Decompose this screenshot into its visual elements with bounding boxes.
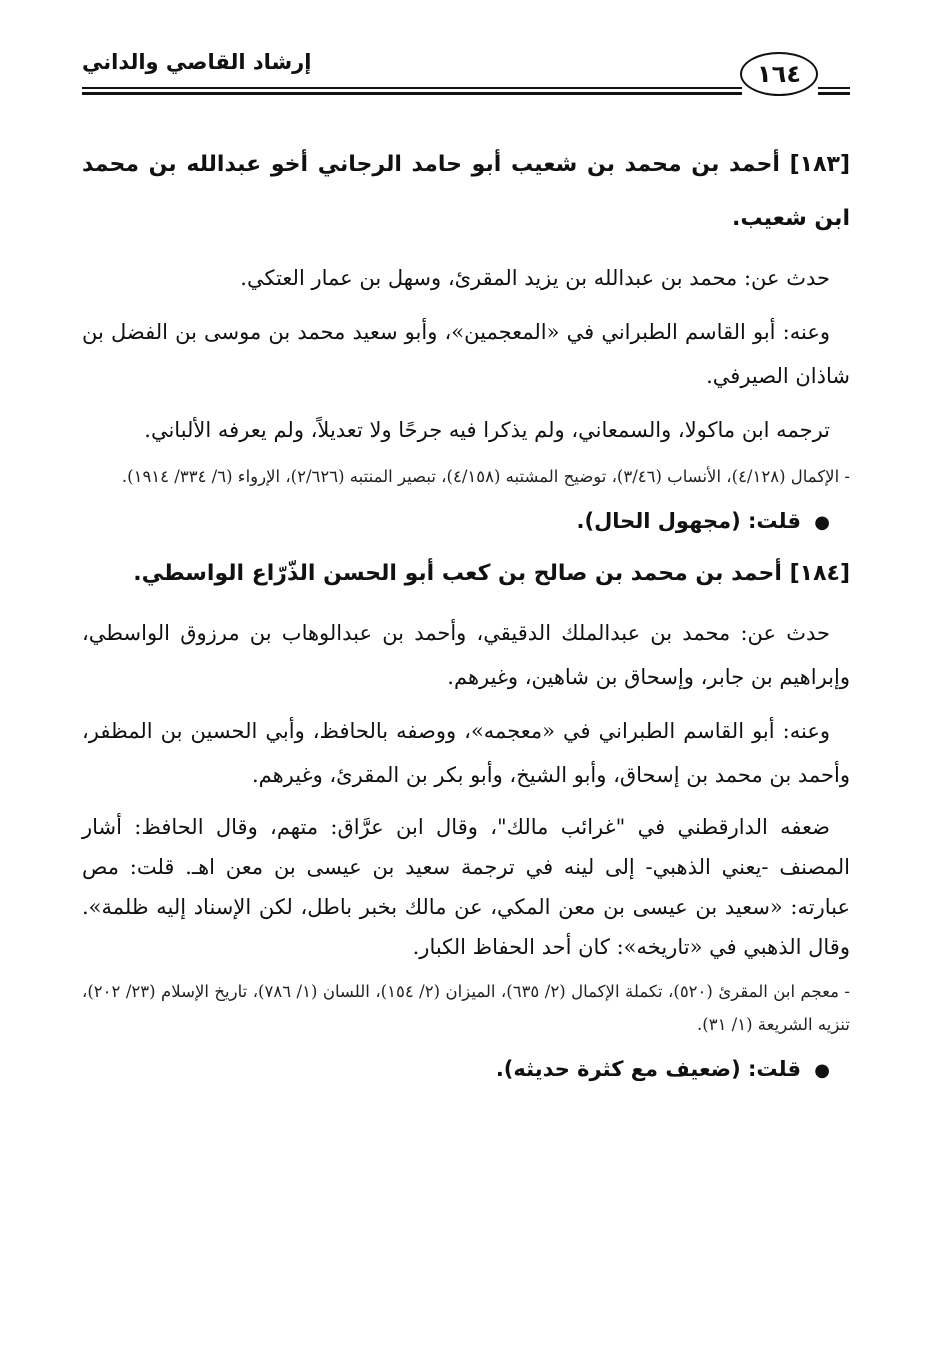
entry-title: [١٨٣] أحمد بن محمد بن شعيب أبو حامد الرجاني أخو عبدالله بن محمد ابن شعيب. xyxy=(82,152,850,231)
verdict-label: قلت: xyxy=(748,509,801,533)
verdict xyxy=(82,497,850,547)
narrated-from-paragraph: حدث عن: محمد بن عبدالله بن يزيد المقرئ، وسهل بن عمار العتكي. xyxy=(240,266,830,290)
page-number: ١٦٤ xyxy=(740,52,818,96)
sources-footnote: - معجم ابن المقرئ (٥٢٠)، تكملة الإكمال (٢/ ٦٣٥)، الميزان (٢/ ١٥٤)، اللسان (١/ ٧٨٦)، تاريخ الإسلام (٢٣/ ٢٠٢)، تنزيه الشريعة (١/ ٣١). xyxy=(82,982,851,1034)
header-rule xyxy=(82,87,742,89)
verdict-text: (ضعيف مع كثرة حديثه). xyxy=(495,1057,741,1081)
narrated-by-paragraph: وعنه: أبو القاسم الطبراني في «المعجمين»، وأبو سعيد محمد بن موسى بن الفضل بن شاذان الصيرفي. xyxy=(82,320,850,388)
entry-title: [١٨٤] أحمد بن محمد بن صالح بن كعب أبو الحسن الذّرّاع الواسطي. xyxy=(133,561,850,586)
narrated-from-paragraph: حدث عن: محمد بن عبدالملك الدقيقي، وأحمد بن عبدالوهاب بن مرزوق الواسطي، وإبراهيم بن جابر، وإسحاق بن شاهين، وغيرهم. xyxy=(82,621,850,689)
verdict-text: (مجهول الحال). xyxy=(576,509,741,533)
page-content xyxy=(82,138,850,1095)
assessment-paragraph: ترجمه ابن ماكولا، والسمعاني، ولم يذكرا فيه جرحًا ولا تعديلاً، ولم يعرفه الألباني. xyxy=(144,418,830,442)
bullet-icon: ● xyxy=(814,1060,830,1081)
bullet-icon: ● xyxy=(814,512,830,533)
header-rule xyxy=(818,87,850,89)
header-rule xyxy=(82,92,742,95)
verdict-label: قلت: xyxy=(748,1057,801,1081)
running-title: إرشاد القاصي والداني xyxy=(82,50,312,74)
sources-footnote: - الإكمال (٤/١٢٨)، الأنساب (٣/٤٦)، توضيح المشتبه (٤/١٥٨)، تبصير المنتبه (٢/٦٢٦)، الإرواء (٦/ ٣٣٤/ ١٩١٤). xyxy=(121,467,850,486)
verdict xyxy=(82,1045,850,1095)
narrated-by-paragraph: وعنه: أبو القاسم الطبراني في «معجمه»، ووصفه بالحافظ، وأبي الحسين بن المظفر، وأحمد بن محمد بن إسحاق، وأبو الشيخ، وأبو بكر بن المقرئ، وغيرهم. xyxy=(82,719,850,787)
assessment-paragraph: ضعفه الدارقطني في "غرائب مالك"، وقال ابن عرَّاق: متهم، وقال الحافظ: أشار المصنف -يعني الذهبي- إلى لينه في ترجمة سعيد بن عيسى بن معن اهـ. قلت: مص عبارته: «سعيد بن عيسى بن معن المكي، عن مالك بخبر باطل، لكن الإسناد إليه ظلمة». وقال الذهبي في «تاريخه»: كان أحد الحفاظ الكبار. xyxy=(82,815,850,959)
header-rule xyxy=(818,92,850,95)
